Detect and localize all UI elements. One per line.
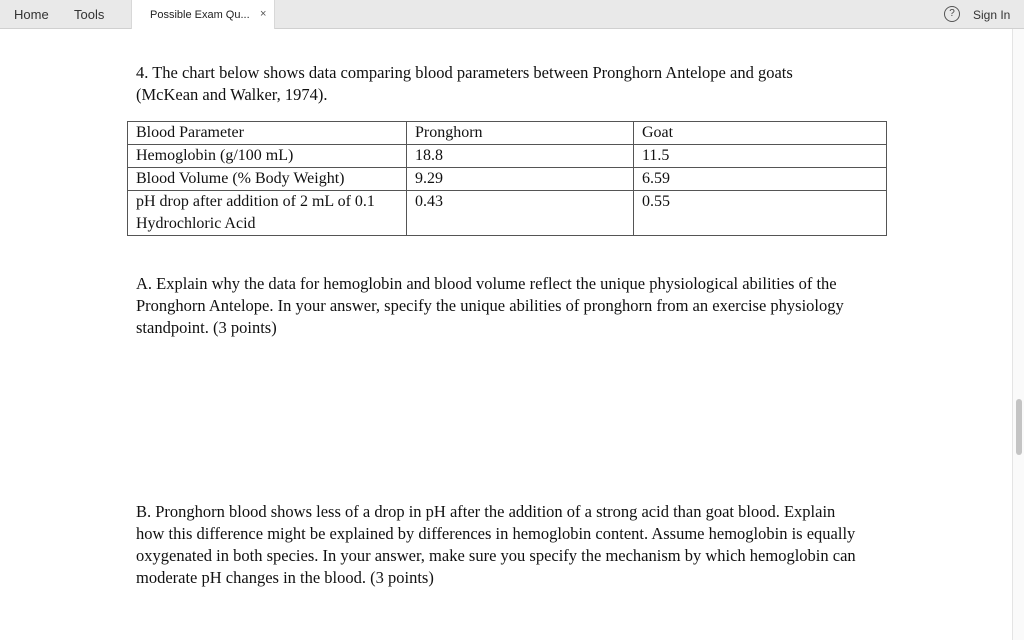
scrollbar-thumb[interactable] xyxy=(1016,399,1022,455)
table-header-row xyxy=(128,122,887,145)
tools-link[interactable]: Tools xyxy=(74,7,105,22)
table-cell: 9.29 xyxy=(407,168,634,191)
document-tab[interactable] xyxy=(131,0,275,29)
part-b-question: B. Pronghorn blood shows less of a drop in pH after the addition of a strong acid than goat blood. Explain how this difference might be explained by differences in hemoglobin content. Assume hemoglobin is equally oxygenated in both species. In your answer, make sure you specify the mechanism by which hemoglobin can moderate pH changes in the blood. (3 points) xyxy=(136,502,856,587)
table-cell: pH drop after addition of 2 mL of 0.1 Hydrochloric Acid xyxy=(128,191,407,236)
table-row xyxy=(128,145,887,168)
tab-label: Possible Exam Qu... xyxy=(150,9,250,21)
part-a-question: A. Explain why the data for hemoglobin and blood volume reflect the unique physiological abilities of the Pronghorn Antelope. In your answer, specify the unique abilities of pronghorn from an exercise physiology standpoint. (3 points) xyxy=(136,274,844,337)
header-cell: Blood Parameter xyxy=(128,122,407,145)
table-cell: Hemoglobin (g/100 mL) xyxy=(128,145,407,168)
home-link[interactable]: Home xyxy=(14,7,49,22)
table-cell: 0.43 xyxy=(407,191,634,236)
table-cell: 0.55 xyxy=(634,191,887,236)
help-icon[interactable]: ? xyxy=(944,6,960,22)
table-cell: 6.59 xyxy=(634,168,887,191)
top-toolbar xyxy=(0,0,1024,29)
table-row xyxy=(128,168,887,191)
close-icon[interactable]: × xyxy=(260,8,267,20)
sign-in-link[interactable]: Sign In xyxy=(973,8,1011,22)
table-cell: Blood Volume (% Body Weight) xyxy=(128,168,407,191)
table-row xyxy=(128,191,887,236)
header-cell: Pronghorn xyxy=(407,122,634,145)
blood-parameter-table xyxy=(127,121,887,236)
vertical-scrollbar[interactable] xyxy=(1012,29,1024,640)
table-cell: 11.5 xyxy=(634,145,887,168)
question-intro: 4. The chart below shows data comparing blood parameters between Pronghorn Antelope and goats (McKean and Walker, 1974). xyxy=(136,63,793,104)
table-cell: 18.8 xyxy=(407,145,634,168)
header-cell: Goat xyxy=(634,122,887,145)
